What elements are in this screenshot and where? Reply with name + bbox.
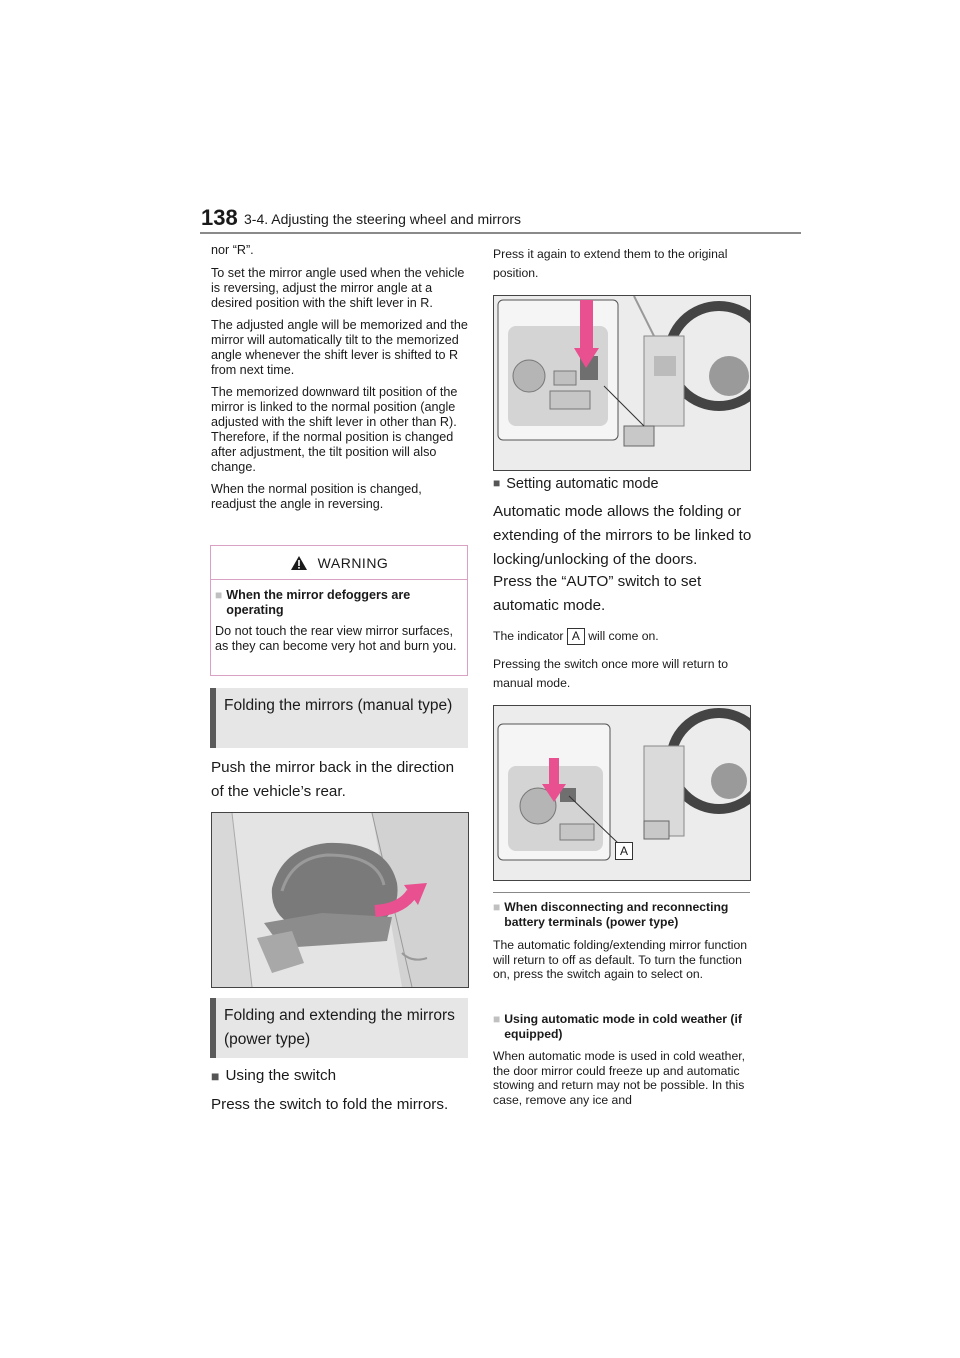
square-bullet-icon: ■: [493, 900, 501, 914]
disconnect-title: When disconnecting and reconnecting battery terminals (power type): [504, 900, 729, 929]
auto-heading-label: Setting automatic mode: [506, 476, 659, 492]
heading-power: Folding and extending the mirrors (power type): [210, 998, 468, 1058]
using-switch-label: Using the switch: [225, 1067, 337, 1084]
mirror-manual-illustration: [211, 812, 469, 988]
callout-label: A: [615, 842, 633, 860]
indicator-label: A: [567, 628, 585, 645]
cold-title: Using automatic mode in cold weather (if equipped): [504, 1012, 742, 1041]
square-bullet-icon: ■: [211, 1068, 220, 1084]
indicator-text: [493, 628, 753, 645]
cold-text: When automatic mode is used in cold weather, the door mirror could freeze up and automatic stowing and return may not be possible. In this case, remove any ice and: [493, 1049, 746, 1107]
square-bullet-icon: ■: [493, 1012, 501, 1026]
paragraph: The adjusted angle will be memorized and the mirror will automatically tilt to the memorized angle whenever the shift lever is shifted to R from next time.: [211, 318, 468, 377]
header-rule: [200, 232, 801, 234]
auto-press-text: Press the “AUTO” switch to set automatic mode.: [493, 573, 702, 614]
warning-triangle-icon: [290, 555, 308, 571]
mirror-folding-illustration: [212, 813, 468, 987]
left-text-block: [211, 243, 469, 512]
section-title: 3-4. Adjusting the steering wheel and mirrors: [244, 211, 522, 227]
manual-instruction: Push the mirror back in the direction of the vehicle’s rear.: [211, 759, 455, 800]
pressing-again-text: Pressing the switch once more will return to manual mode.: [493, 657, 729, 690]
switch-fold-illustration: [493, 295, 751, 471]
warning-body: Do not touch the rear view mirror surfaces, as they can become very hot and burn you.: [215, 624, 457, 653]
indicator-pre: The indicator: [493, 629, 564, 643]
paragraph: nor “R”.: [211, 243, 254, 257]
subheading-using-switch: [211, 1064, 469, 1088]
square-bullet-icon: ■: [493, 476, 501, 490]
warning-title: WARNING: [317, 554, 389, 571]
auto-description: Automatic mode allows the folding or extending of the mirrors to be linked to locking/unlocking of the doors.: [493, 503, 752, 568]
disconnect-heading: [493, 900, 753, 929]
auto-heading: [493, 476, 753, 492]
paragraph: When the normal position is changed, readjust the angle in reversing.: [211, 482, 422, 511]
warning-header: [211, 546, 467, 580]
press-again-text: Press it again to extend them to the original position.: [493, 247, 728, 280]
switch-auto-illustration: [493, 705, 751, 881]
heading-manual: Folding the mirrors (manual type): [210, 688, 468, 748]
paragraph: To set the mirror angle used when the vehicle is reversing, adjust the mirror angle at a desired position with the shift lever in R.: [211, 266, 465, 310]
divider: [493, 892, 750, 893]
warning-subtitle: When the mirror defoggers are operating: [226, 588, 411, 617]
square-bullet-icon: ■: [215, 588, 223, 602]
cold-heading: [493, 1012, 753, 1041]
indicator-post: will come on.: [588, 629, 659, 643]
warning-box: [210, 545, 468, 676]
press-switch-text: Press the switch to fold the mirrors.: [211, 1096, 449, 1113]
page-number: 138: [201, 205, 238, 230]
paragraph: The memorized downward tilt position of the mirror is linked to the normal position (angle adjusted with the shift lever in other than R). Therefore, if the normal position is changed after adjustment, the tilt position will also change.: [211, 385, 458, 474]
disconnect-text: The automatic folding/extending mirror function will return to off as default. To turn the function on, press the switch again to select on.: [493, 938, 748, 981]
